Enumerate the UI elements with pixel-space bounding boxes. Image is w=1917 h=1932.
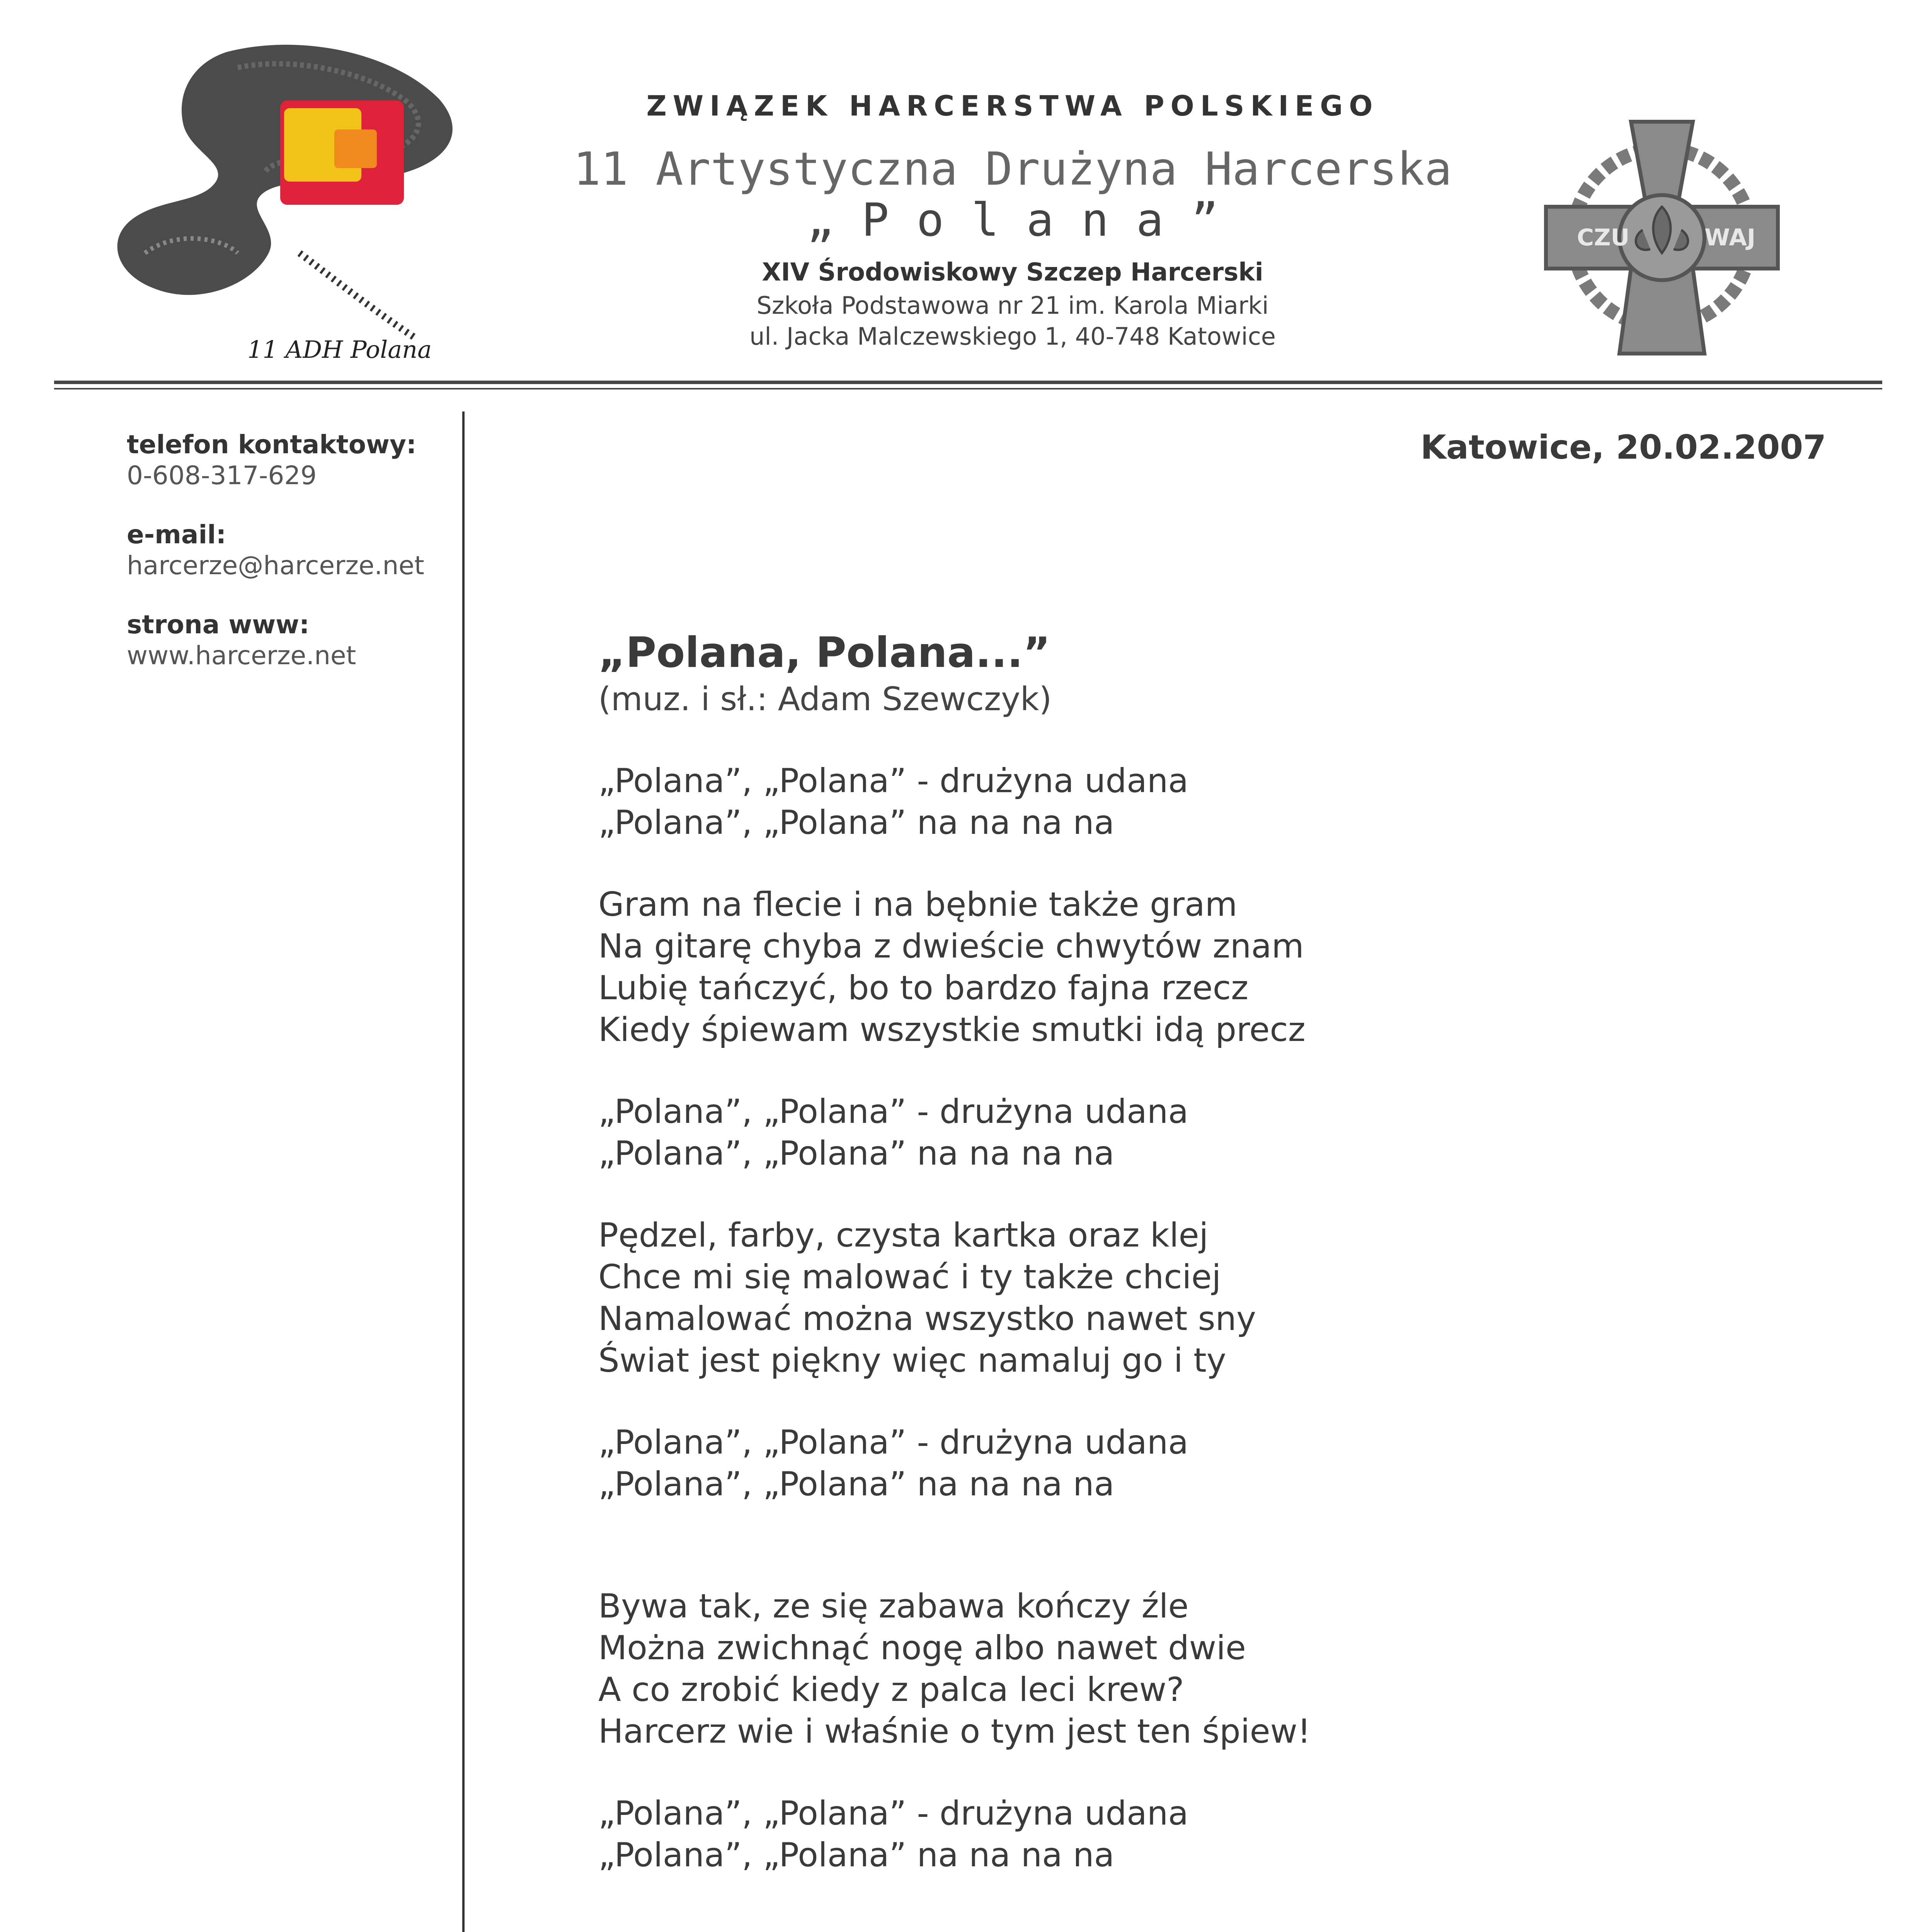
website-value: www.harcerze.net: [127, 641, 356, 670]
stanza-chorus: [598, 1422, 1719, 1505]
document-date: Katowice, 20.02.2007: [1420, 428, 1826, 467]
song-body: [598, 628, 1719, 1876]
song-line: Harcerz wie i właśnie o tym jest ten śpiew!: [598, 1712, 1311, 1751]
song-line: Pędzel, farby, czysta kartka oraz klej: [598, 1216, 1209, 1255]
logo-color-block: [280, 100, 404, 205]
song-line: „Polana”, „Polana” na na na na: [598, 1134, 1115, 1173]
stanza-verse: [598, 884, 1719, 1051]
song-line: „Polana”, „Polana” - drużyna udana: [598, 1092, 1188, 1131]
sidebar-divider: [462, 412, 465, 1932]
team-name: „ P o l a n a ”: [807, 193, 1219, 247]
song-author: (muz. i sł.: Adam Szewczyk): [598, 680, 1052, 718]
song-line: Namalować można wszystko nawet sny: [598, 1299, 1256, 1338]
scout-cross-icon: [1538, 114, 1786, 361]
team-logo: [99, 37, 470, 377]
stanza-chorus: [598, 1091, 1719, 1174]
song-line: Bywa tak, ze się zabawa kończy źle: [598, 1587, 1189, 1626]
email-value: harcerze@harcerze.net: [127, 551, 424, 580]
song-line: Chce mi się malować i ty także chciej: [598, 1258, 1221, 1296]
song-line: Świat jest piękny więc namaluj go i ty: [598, 1341, 1226, 1380]
song-line: „Polana”, „Polana” - drużyna udana: [598, 1423, 1188, 1462]
song-line: „Polana”, „Polana” - drużyna udana: [598, 762, 1188, 800]
song-line: A co zrobić kiedy z palca leci krew?: [598, 1670, 1184, 1709]
phone-label: telefon kontaktowy:: [127, 430, 417, 459]
emblem-left-text: CZU: [1577, 224, 1630, 251]
song-line: „Polana”, „Polana” na na na na: [598, 1836, 1115, 1874]
website-label: strona www:: [127, 610, 310, 639]
song-line: „Polana”, „Polana” na na na na: [598, 1465, 1115, 1503]
email-label: e-mail:: [127, 520, 226, 549]
organization-name: ZWIĄZEK HARCERSTWA POLSKIEGO: [646, 90, 1379, 122]
song-line: Gram na flecie i na bębnie także gram: [598, 885, 1238, 924]
group-name: XIV Środowiskowy Szczep Harcerski: [762, 258, 1263, 287]
stanza-verse: [598, 1585, 1719, 1752]
song-line: Można zwichnąć nogę albo nawet dwie: [598, 1629, 1246, 1667]
stanza-chorus: [598, 1793, 1719, 1876]
school-name: Szkoła Podstawowa nr 21 im. Karola Miarki: [756, 291, 1269, 320]
stanza-chorus: [598, 760, 1719, 844]
song-title: „Polana, Polana...”: [598, 629, 1050, 677]
song-line: „Polana”, „Polana” - drużyna udana: [598, 1794, 1188, 1833]
header-rule-thick: [54, 381, 1882, 384]
logo-caption: 11 ADH Polana: [247, 335, 432, 364]
header-rule-thin: [54, 388, 1882, 389]
song-line: „Polana”, „Polana” na na na na: [598, 803, 1115, 842]
song-line: Na gitarę chyba z dwieście chwytów znam: [598, 927, 1304, 966]
team-title: 11 Artystyczna Drużyna Harcerska: [573, 142, 1452, 196]
song-line: Kiedy śpiewam wszystkie smutki idą precz: [598, 1010, 1306, 1049]
phone-value: 0-608-317-629: [127, 461, 317, 490]
school-address: ul. Jacka Malczewskiego 1, 40-748 Katowice: [749, 322, 1276, 350]
emblem-right-text: WAJ: [1704, 224, 1756, 251]
song-line: Lubię tańczyć, bo to bardzo fajna rzecz: [598, 969, 1249, 1007]
stanza-verse: [598, 1214, 1719, 1381]
